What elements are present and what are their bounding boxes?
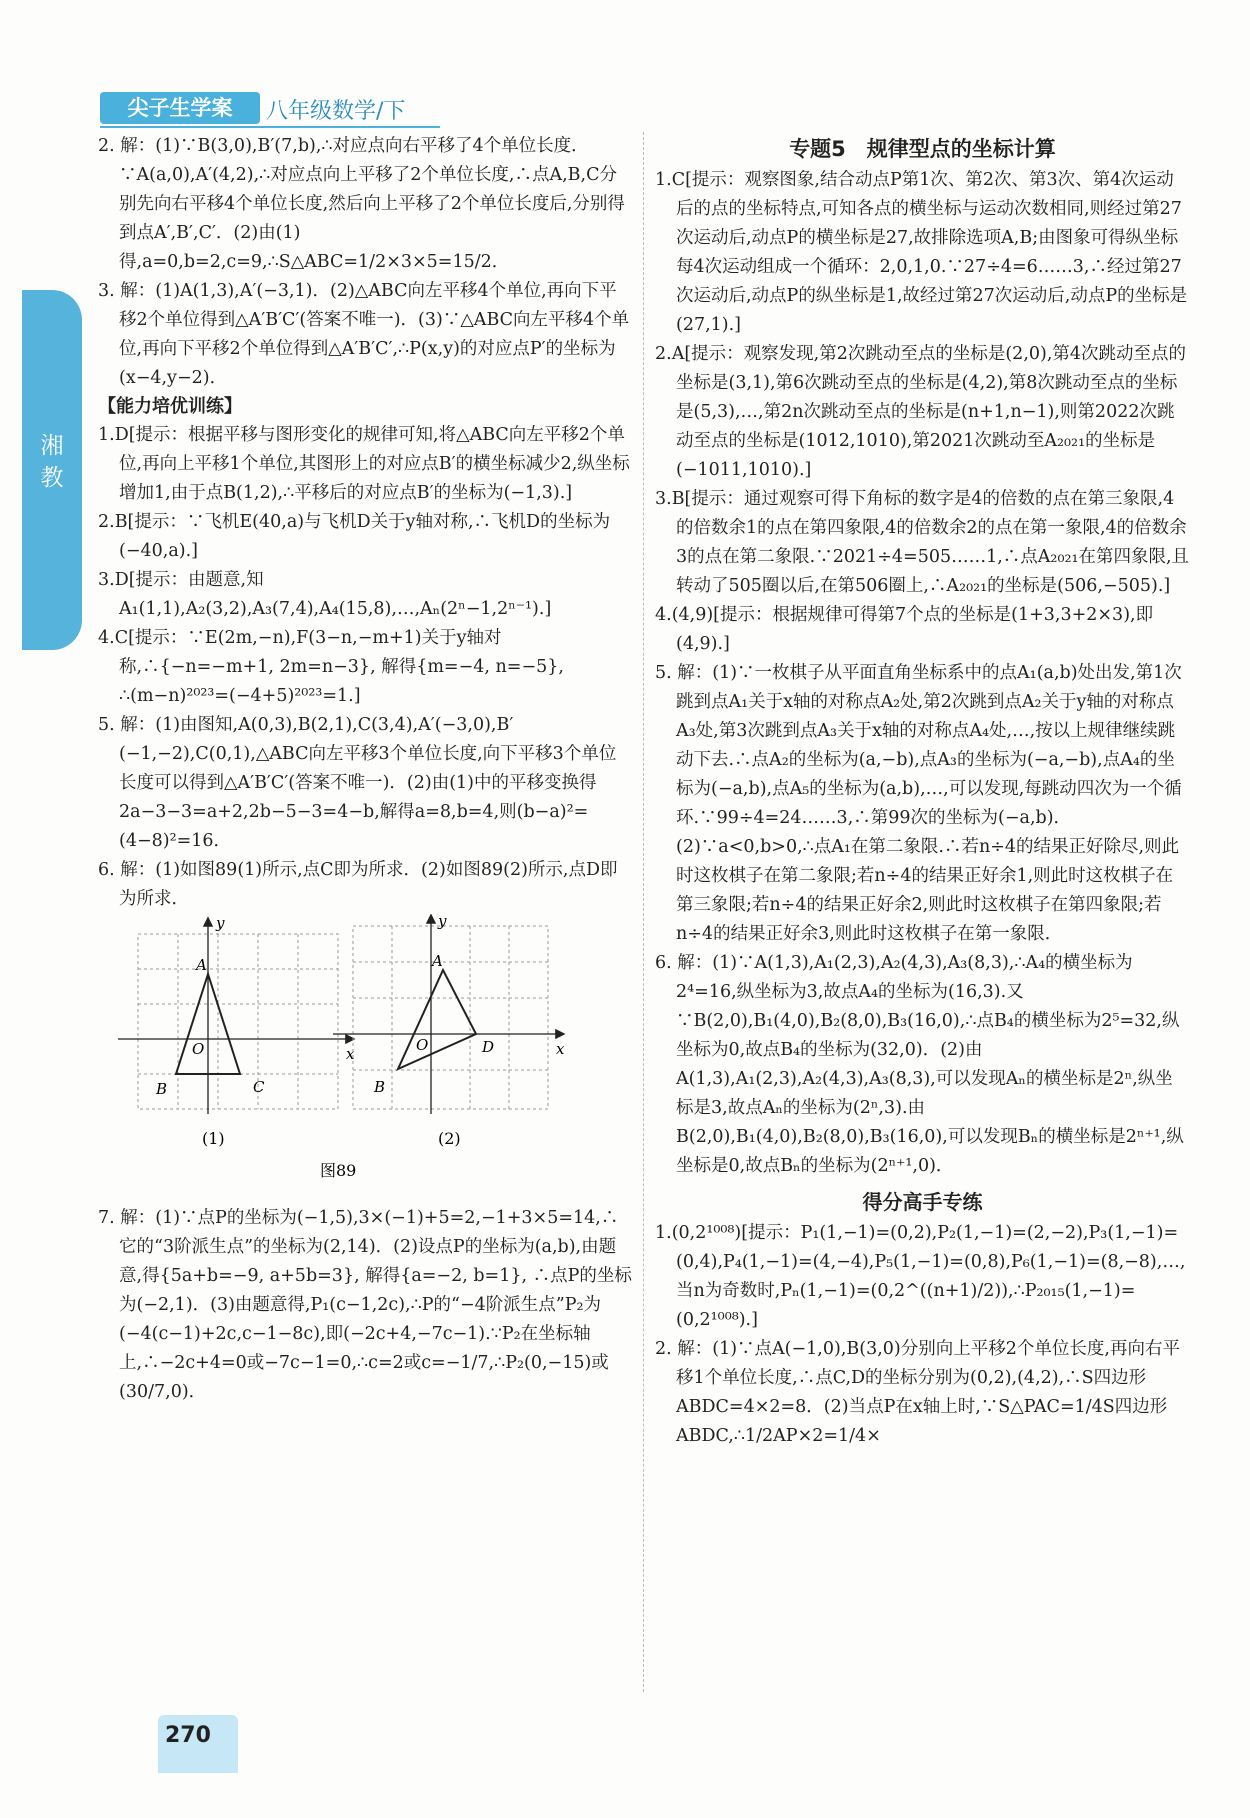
answer-item: 3.B[提示：通过观察可得下角标的数字是4的倍数的点在第三象限,4的倍数余1的点在第四象限,4的倍数余2的点在第一象限,4的倍数余3的点在第二象限.∵2021÷4=505……1,∴点A₂₀₂₁在第四象限,且转动了505圈以后,在第506圈上,∴A₂₀₂₁的坐标是(506,−505).] (655, 489, 1190, 596)
triangle-abd (398, 970, 476, 1069)
section-title-2: 得分高手专练 (862, 1190, 983, 1214)
answer-item: 3.D[提示：由题意,知A₁(1,1),A₂(3,2),A₃(7,4),A₄(15,8),…,Aₙ(2ⁿ−1,2ⁿ⁻¹).] (98, 570, 552, 619)
label-y-1: y (216, 914, 225, 932)
label-b-1: B (156, 1080, 168, 1098)
sub-caption-2: (2) (438, 1129, 461, 1148)
section-subhead: 【能力培优训练】 (98, 396, 242, 417)
left-column (98, 132, 633, 1407)
figure-89-svg (98, 914, 633, 1204)
label-y-2: y (438, 914, 447, 930)
answer-item: 2. 解：(1)∵点A(−1,0),B(3,0)分别向上平移2个单位长度,再向右平移1个单位长度,∴点C,D的坐标分别为(0,2),(4,2),∴S四边形ABDC=4×2=8．(2)当点P在x轴上时,∵S△PAC=1/4S四边形ABDC,∴1/2AP×2=1/4× (655, 1339, 1180, 1446)
header-underline (100, 126, 440, 128)
label-a-1: A (196, 956, 207, 974)
side-tab (22, 290, 82, 650)
figure-caption: 图89 (320, 1161, 357, 1180)
grid-1 (138, 934, 338, 1109)
answer-item: 5. 解：(1)∵一枚棋子从平面直角坐标系中的点A₁(a,b)处出发,第1次跳到点A₁关于x轴的对称点A₂处,第2次跳到点A₂关于y轴的对称点A₃处,第3次跳到点A₃关于x轴的对称点A₄处,…,按以上规律继续跳动下去.∴点A₂的坐标为(a,−b),点A₃的坐标为(−a,−b),点A₄的坐标为(−a,b),点A₅的坐标为(a,b),…,可以发现,每跳动四次为一个循环.∵99÷4=24……3,∴第99次的坐标为(−a,b)．(2)∵a<0,b>0,∴点A₁在第二象限.∴若n÷4的结果正好除尽,则此时这枚棋子在第二象限;若n÷4的结果正好余1,则此时这枚棋子在第三象限;若n÷4的结果正好余2,则此时这枚棋子在第四象限;若n÷4的结果正好余3,则此时这枚棋子在第一象限． (655, 663, 1182, 944)
answer-item: 1.C[提示：观察图象,结合动点P第1次、第2次、第3次、第4次运动后的点的坐标特点,可知各点的横坐标与运动次数相同,则经过第27次运动后,动点P的横坐标是27,故排除选项A,B;由图象可得纵坐标每4次运动组成一个循环：2,0,1,0.∵27÷4=6……3,∴经过第27次运动后,动点P的纵坐标是1,故经过第27次运动后,动点P的坐标是(27,1).] (655, 170, 1188, 335)
answer-item: 1.(0,2¹⁰⁰⁸)[提示：P₁(1,−1)=(0,2),P₂(1,−1)=(2,−2),P₃(1,−1)=(0,4),P₄(1,−1)=(4,−4),P₅(1,−1)=(0,8),P₆(1,−1)=(8,−8),…,当n为奇数时,Pₙ(1,−1)=(0,2^((n+1)/2)),∴P₂₀₁₅(1,−1)=(0,2¹⁰⁰⁸).] (655, 1223, 1186, 1330)
label-d-2: D (482, 1038, 495, 1056)
answer-item: 5. 解：(1)由图知,A(0,3),B(2,1),C(3,4),A′(−3,0),B′(−1,−2),C(0,1),△ABC向左平移3个单位长度,向下平移3个单位长度可以得到△A′B′C′(答案不唯一)．(2)由(1)中的平移变换得2a−3−3=a+2,2b−5−3=4−b,解得a=8,b=4,则(b−a)²=(4−8)²=16． (98, 715, 617, 851)
label-x-2: x (556, 1040, 565, 1058)
label-x-1: x (346, 1045, 355, 1063)
answer-item: 3. 解：(1)A(1,3),A′(−3,1)．(2)△ABC向左平移4个单位,再向下平移2个单位得到△A′B′C′(答案不唯一)．(3)∵△ABC向左平移4个单位,再向下平移2个单位得到△A′B′C′,∴P(x,y)的对应点P′的坐标为(x−4,y−2)． (98, 281, 630, 388)
figure-89 (98, 914, 633, 1204)
label-b-2: B (374, 1078, 386, 1096)
page-number: 270 (165, 1723, 211, 1748)
answer-item: 7. 解：(1)∵点P的坐标为(−1,5),3×(−1)+5=2,−1+3×5=14,∴它的“3阶派生点”的坐标为(2,14)．(2)设点P的坐标为(a,b),由题意,得{5a+b=−9, a+5b=3}, 解得{a=−2, b=1}, ∴点P的坐标为(−2,1)．(3)由题意得,P₁(c−1,2c),∴P的“−4阶派生点”P₂为(−4(c−1)+2c,c−1−8c),即(−2c+4,−7c−1).∵P₂在坐标轴上,∴−2c+4=0或−7c−1=0,∴c=2或c=−1/7,∴P₂(0,−15)或(30/7,0)． (98, 1208, 632, 1402)
sub-caption-1: (1) (202, 1129, 225, 1148)
answer-item: 2.A[提示：观察发现,第2次跳动至点的坐标是(2,0),第4次跳动至点的坐标是(3,1),第6次跳动至点的坐标是(4,2),第8次跳动至点的坐标是(5,3),…,第2n次跳动至点的坐标是(n+1,n−1),则第2022次跳动至点的坐标是(1012,1010),第2021次跳动至A₂₀₂₁的坐标是(−1011,1010).] (655, 344, 1187, 480)
answer-item: 4.(4,9)[提示：根据规律可得第7个点的坐标是(1+3,3+2×3),即(4,9).] (655, 605, 1154, 654)
column-divider (643, 132, 645, 1692)
answer-item: 1.D[提示：根据平移与图形变化的规律可知,将△ABC向左平移2个单位,再向上平移1个单位,其图形上的对应点B′的横坐标减少2,纵坐标增加1,由于点B(1,2),∴平移后的对应点B′的坐标为(−1,3).] (98, 425, 630, 503)
subject-label: 八年级数学/下 (266, 99, 406, 124)
answer-item: 6. 解：(1)如图89(1)所示,点C即为所求．(2)如图89(2)所示,点D即为所求． (98, 860, 618, 909)
answer-item: 6. 解：(1)∵A(1,3),A₁(2,3),A₂(4,3),A₃(8,3),∴A₄的横坐标为2⁴=16,纵坐标为3,故点A₄的坐标为(16,3).又∵B(2,0),B₁(4,0),B₂(8,0),B₃(16,0),∴点B₄的横坐标为2⁵=32,纵坐标为0,故点B₄的坐标为(32,0)．(2)由A(1,3),A₁(2,3),A₂(4,3),A₃(8,3),可以发现Aₙ的横坐标是2ⁿ,纵坐标是3,故点Aₙ的坐标为(2ⁿ,3).由B(2,0),B₁(4,0),B₂(8,0),B₃(16,0),可以发现Bₙ的横坐标是2ⁿ⁺¹,纵坐标是0,故点Bₙ的坐标为(2ⁿ⁺¹,0)． (655, 953, 1184, 1176)
right-column (655, 132, 1190, 1451)
label-o-1: O (192, 1040, 205, 1058)
answer-item: 4.C[提示：∵E(2m,−n),F(3−n,−m+1)关于y轴对称,∴{−n=−m+1, 2m=n−3}, 解得{m=−4, n=−5}, ∴(m−n)²⁰²³=(−4+5)²⁰²³=1.] (98, 628, 564, 706)
answer-item: 2.B[提示：∵飞机E(40,a)与飞机D关于y轴对称,∴飞机D的坐标为(−40,a).] (98, 512, 611, 561)
brand-badge: 尖子生学案 (100, 92, 260, 124)
label-c-1: C (253, 1078, 265, 1096)
section-title: 专题5 规律型点的坐标计算 (789, 137, 1056, 161)
label-a-2: A (432, 952, 443, 970)
side-tab-label: 湘教 (40, 433, 64, 491)
answer-item: 2. 解：(1)∵B(3,0),B′(7,b),∴对应点向右平移了4个单位长度．∵A(a,0),A′(4,2),∴对应点向上平移了2个单位长度,∴点A,B,C分别先向右平移4个单位长度,然后向上平移了2个单位长度后,分别得到点A′,B′,C′．(2)由(1)得,a=0,b=2,c=9,∴S△ABC=1/2×3×5=15/2． (98, 136, 625, 272)
label-o-2: O (416, 1036, 429, 1054)
